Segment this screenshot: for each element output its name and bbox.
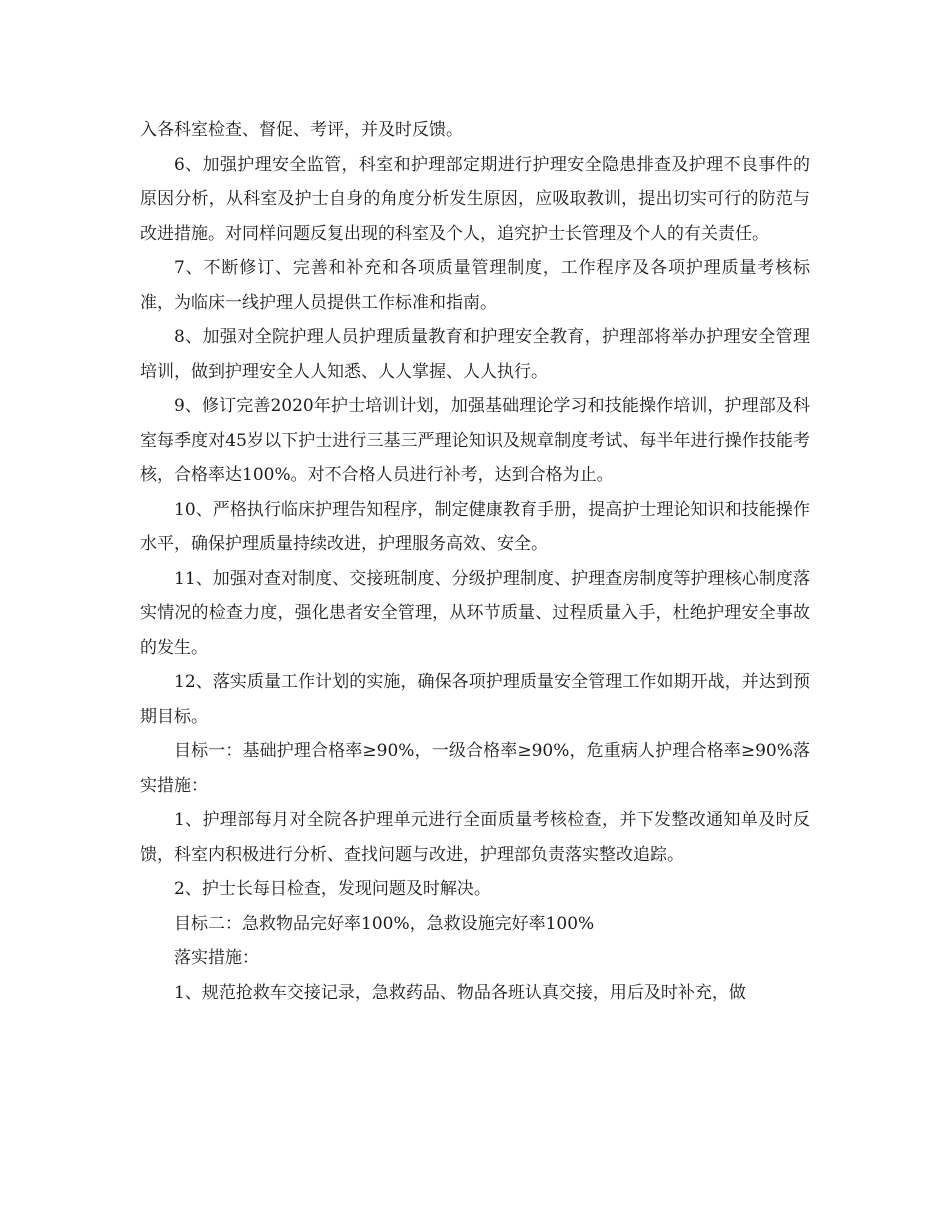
goal-two-measure-1: 1、规范抢救车交接记录，急救药品、物品各班认真交接，用后及时补充，做 xyxy=(174,982,746,1003)
goal-two-heading: 目标二：急救物品完好率100%，急救设施完好率100% xyxy=(174,913,595,934)
goal-one-paragraph: 目标一：基础护理合格率≥90%，一级合格率≥90%，危重病人护理合格率≥90%落实措施： xyxy=(140,741,810,796)
paragraph-item-9: 9、修订完善2020年护士培训计划，加强基础理论学习和技能操作培训，护理部及科室每季度对45岁以下护士进行三基三严理论知识及规章制度考试、每半年进行操作技能考核，合格率达100%。对不合格人员进行补考，达到合格为止。 xyxy=(140,396,810,485)
paragraph-item-10: 10、严格执行临床护理告知程序，制定健康教育手册，提高护士理论知识和技能操作水平，确保护理质量持续改进，护理服务高效、安全。 xyxy=(140,499,810,554)
goal-one-measure-2: 2、护士长每日检查，发现问题及时解决。 xyxy=(174,879,491,899)
paragraph-item-6: 6、加强护理安全监管，科室和护理部定期进行护理安全隐患排查及护理不良事件的原因分析，从科室及护士自身的角度分析发生原因，应吸取教训，提出切实可行的防范与改进措施。对同样问题反复出现的科室及个人，追究护士长管理及个人的有关责任。 xyxy=(140,154,810,244)
paragraph-item-11: 11、加强对查对制度、交接班制度、分级护理制度、护理查房制度等护理核心制度落实情况的检查力度，强化患者安全管理，从环节质量、过程质量入手，杜绝护理安全事故的发生。 xyxy=(140,568,810,658)
goal-one-measure-1: 1、护理部每月对全院各护理单元进行全面质量考核检查，并下发整改通知单及时反馈，科室内积极进行分析、查找问题与改进，护理部负责落实整改追踪。 xyxy=(140,810,810,865)
paragraph-continuation: 入各科室检查、督促、考评，并及时反馈。 xyxy=(140,120,463,140)
paragraph-item-12: 12、落实质量工作计划的实施，确保各项护理质量安全管理工作如期开战，并达到预期目标。 xyxy=(140,672,810,727)
paragraph-item-8: 8、加强对全院护理人员护理质量教育和护理安全教育，护理部将举办护理安全管理培训，做到护理安全人人知悉、人人掌握、人人执行。 xyxy=(140,327,810,382)
goal-two-measures-label: 落实措施： xyxy=(174,948,259,968)
paragraph-item-7: 7、不断修订、完善和补充和各项质量管理制度，工作程序及各项护理质量考核标准，为临床一线护理人员提供工作标准和指南。 xyxy=(140,258,810,313)
document-body xyxy=(140,113,810,1010)
